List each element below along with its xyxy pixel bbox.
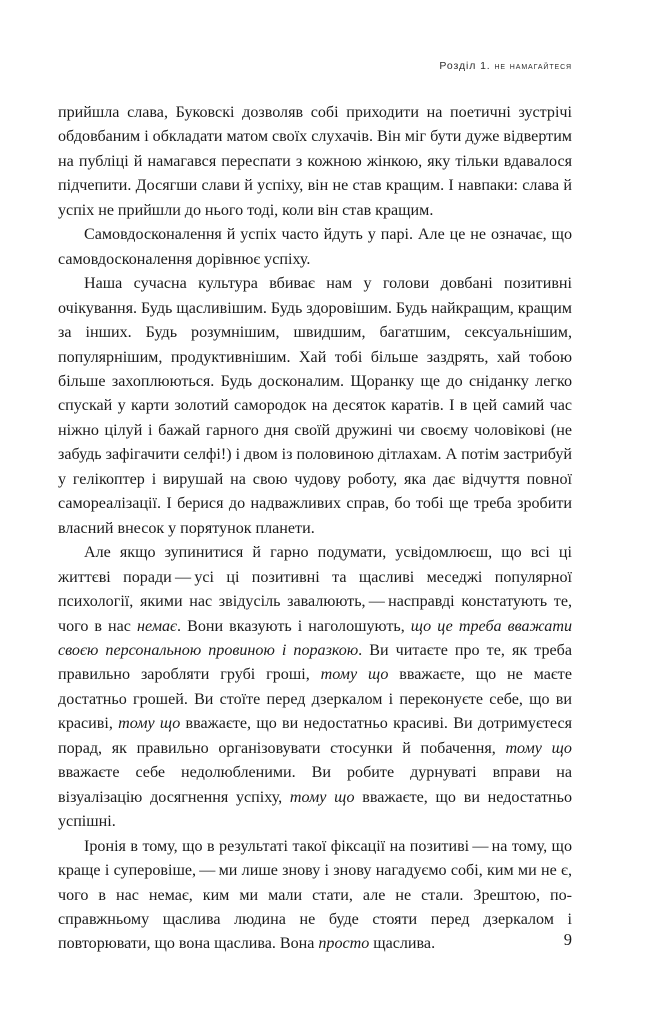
text-run: вважаєте, що ви недостатньо успішні. <box>58 788 572 831</box>
emphasis-run: тому що <box>118 715 181 733</box>
text-run: Іронія в тому, що в результаті такої фіксації на позитиві — на тому, що краще і суперовіше, — ми лише знову і знову нагадуємо собі, ким ми не є, чого в нас немає, ким ми мали стати, але не стали. Зрештою, по-справжньому щаслива людина не буде стояти перед дзеркалом і повторювати, що вона щаслива. Вона <box>58 837 572 953</box>
page-number: 9 <box>563 930 572 949</box>
emphasis-run: тому що <box>320 666 389 684</box>
text-run: . Вони вказують і наголошують, <box>177 617 411 635</box>
running-header-chapter-number: Розділ 1. <box>439 60 495 72</box>
text-run: вважаєте, що не маєте достатньо грошей. Ви стоїте перед дзеркалом і переконуєте себе, що ви красиві, <box>58 666 572 733</box>
text-run: Наша сучасна культура вбиває нам у голови довбані позитивні очікування. Будь щасливішим. Будь здоровішим. Будь найкращим, кращим за інших. Будь розумнішим, швидшим, багатшим, сексуальнішим, популярнішим, продуктивнішим. Хай тобі більше заздрять, хай тобою більше захоплюються. Будь досконалим. Щоранку ще до сніданку легко спускай у карти золотий самородок на десяток каратів. І в цей самий час ніжно цілуй і бажай гарного дня своїй дружині чи своєму чоловікові (не забудь зафігачити селфі!) і двом із половиною дітлахам. А потім застрибуй у гелікоптер і вирушай на свою чудову роботу, яка дає відчуття повної самореалізації. І берися до надважливих справ, бо тобі ще треба зробити власний внесок у порятунок планети. <box>58 275 572 537</box>
emphasis-run: тому що <box>289 788 355 806</box>
emphasis-run: що це треба вважати своєю персональною провиною і поразкою <box>58 617 572 659</box>
emphasis-run: просто <box>318 935 370 953</box>
running-header-chapter-title: не намагайтеся <box>494 60 572 72</box>
para-advice <box>58 541 572 834</box>
running-header <box>58 60 572 72</box>
para-self-improvement <box>58 223 572 272</box>
text-run: вважаєте, що ви недостатньо красиві. Ви дотримуєтеся порад, як правильно організовувати стосунки й побачення, <box>58 715 572 757</box>
text-run: вважаєте себе недолюбленими. Ви робите дурнуваті вправи на візуалізацію досягнення успіху, <box>58 764 572 806</box>
text-run: Самовдосконалення й успіх часто йдуть у парі. Але це не означає, що самовдосконалення дорівнює успіху. <box>58 226 572 268</box>
text-run: . Ви читаєте про те, як треба правильно заробляти грубі гроші, <box>58 641 572 684</box>
para-culture <box>58 272 572 541</box>
text-run: щаслива. <box>369 935 436 953</box>
text-run: прийшла слава, Буковскі дозволяв собі приходити на поетичні зустрічі обдовбаним і обкладати матом своїх слухачів. Він міг бути дуже відвертим на публіці й намагався переспати з кожною жінкою, яку тільки вдавалося підчепити. Досягши слави й успіху, він не став кращим. І навпаки: слава й успіх не прийшли до нього тоді, коли він став кращим. <box>58 104 572 219</box>
emphasis-run: немає <box>136 617 178 635</box>
text-run: Але якщо зупинитися й гарно подумати, усвідомлюєш, що всі ці життєві поради — усі ці позитивні та щасливі меседжі популярної психології, якими нас звідусіль завалюють, — насправді констатують те, чого в нас <box>58 544 572 635</box>
para-bukowski <box>58 101 572 223</box>
body-text-block <box>58 101 572 957</box>
emphasis-run: тому що <box>505 739 572 757</box>
